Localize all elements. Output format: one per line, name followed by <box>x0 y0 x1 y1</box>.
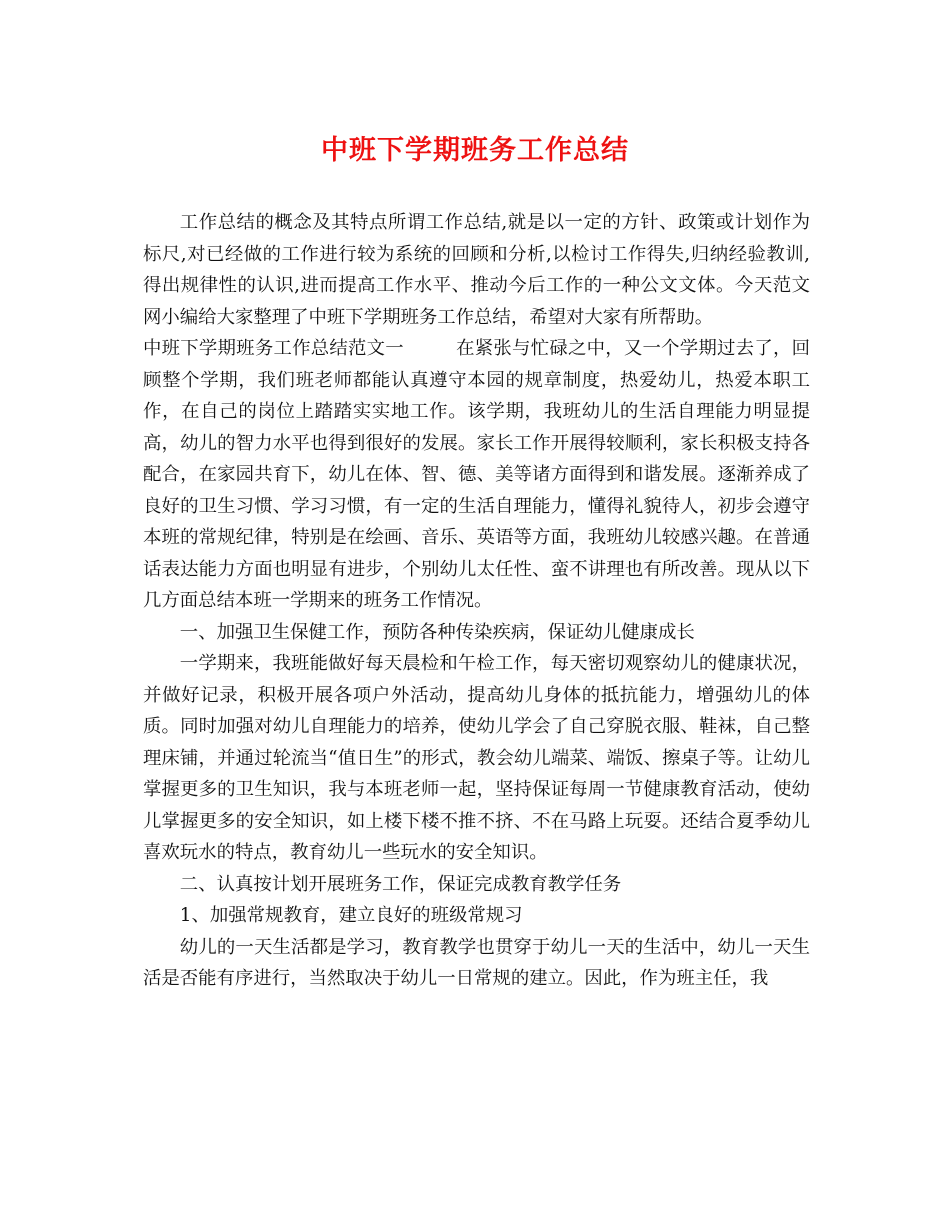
section1-paragraph: 一学期来，我班能做好每天晨检和午检工作，每天密切观察幼儿的健康状况，并做好记录，积极开展各项户外活动，提高幼儿身体的抵抗能力，增强幼儿的体质。同时加强对幼儿自理能力的培养，使幼儿学会了自己穿脱衣服、鞋袜，自己整理床铺，并通过轮流当“值日生”的形式，教会幼儿端菜、端饭、擦桌子等。让幼儿掌握更多的卫生知识，我与本班老师一起，坚持保证每周一节健康教育活动，使幼儿掌握更多的安全知识，如上楼下楼不推不挤、不在马路上玩耍。还结合夏季幼儿喜欢玩水的特点，教育幼儿一些玩水的安全知识。 <box>143 653 810 863</box>
document-body <box>143 207 810 995</box>
sample-paragraph <box>143 333 810 617</box>
document-title: 中班下学期班务工作总结 <box>321 135 629 166</box>
sample-heading: 中班下学期班务工作总结范文一 <box>143 338 404 359</box>
section2-sub1-heading: 1、加强常规教育，建立良好的班级常规习 <box>179 905 523 926</box>
intro-paragraph: 工作总结的概念及其特点所谓工作总结,就是以一定的方针、政策或计划作为标尺,对已经做的工作进行较为系统的回顾和分析,以检讨工作得失,归纳经验教训,得出规律性的认识,进而提高工作水平、推动今后工作的一种公文文体。今天范文网小编给大家整理了中班下学期班务工作总结，希望对大家有所帮助。 <box>143 212 810 328</box>
section1-heading: 一、加强卫生保健工作，预防各种传染疾病，保证幼儿健康成长 <box>179 621 695 643</box>
section2-heading: 二、认真按计划开展班务工作，保证完成教育教学任务 <box>179 873 622 895</box>
section2-sub1-paragraph: 幼儿的一天生活都是学习，教育教学也贯穿于幼儿一天的生活中，幼儿一天生活是否能有序进行，当然取决于幼儿一日常规的建立。因此，作为班主任，我 <box>143 936 810 989</box>
sample-text: 在紧张与忙碌之中，又一个学期过去了，回顾整个学期，我们班老师都能认真遵守本园的规章制度，热爱幼儿，热爱本职工作，在自己的岗位上踏踏实实地工作。该学期，我班幼儿的生活自理能力明显提高，幼儿的智力水平也得到很好的发展。家长工作开展得较顺利，家长积极支持各配合，在家园共育下，幼儿在体、智、德、美等诸方面得到和谐发展。逐渐养成了良好的卫生习惯、学习习惯，有一定的生活自理能力，懂得礼貌待人，初步会遵守本班的常规纪律，特别是在绘画、音乐、英语等方面，我班幼儿较感兴趣。在普通话表达能力方面也明显有进步，个别幼儿太任性、蛮不讲理也有所改善。现从以下几方面总结本班一学期来的班务工作情况。 <box>143 338 810 611</box>
